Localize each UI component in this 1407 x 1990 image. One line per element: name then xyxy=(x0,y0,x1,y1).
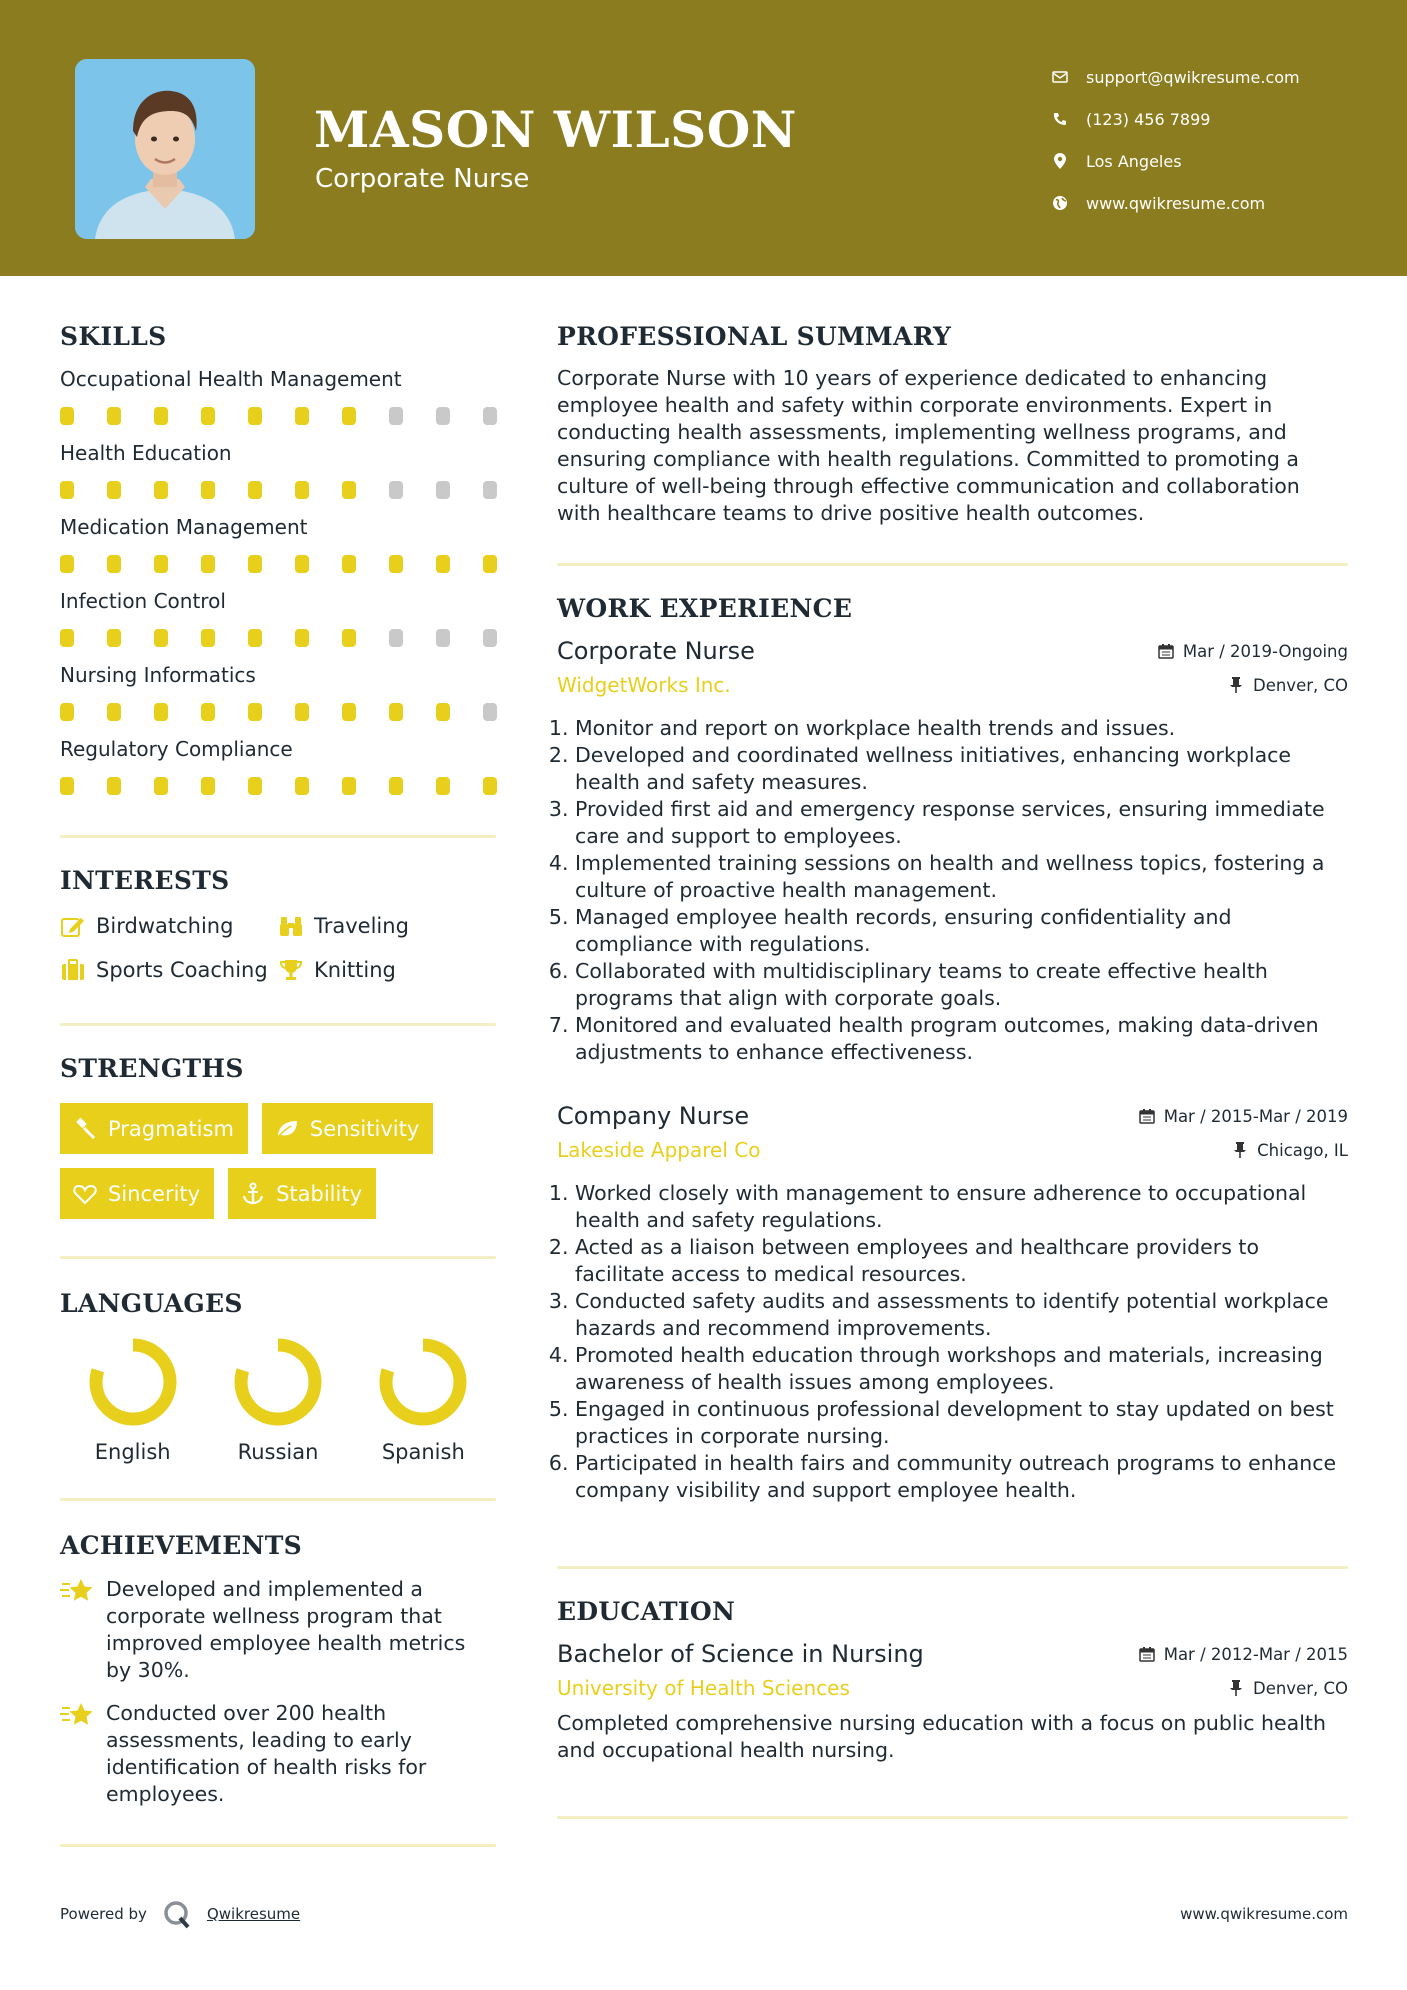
skill-dot xyxy=(436,777,450,795)
language-ring xyxy=(232,1336,324,1428)
language-ring-arc xyxy=(386,1345,460,1419)
job-duty: 3. Conducted safety audits and assessments to identify potential workplace hazards and recommend improvements. xyxy=(575,1288,1348,1342)
skill-dot xyxy=(248,703,262,721)
skill-name: Health Education xyxy=(60,441,232,465)
job-duty: 6. Collaborated with multidisciplinary teams to create effective health programs that align with corporate goals. xyxy=(575,958,1348,1012)
education-head xyxy=(557,1640,1348,1668)
skill-dot xyxy=(436,481,450,499)
job-duty: 2. Acted as a liaison between employees and healthcare providers to facilitate access to medical resources. xyxy=(575,1234,1348,1288)
skill-rating xyxy=(60,629,497,647)
strength-chip xyxy=(228,1168,376,1219)
gavel-icon xyxy=(72,1116,98,1142)
skill-dot xyxy=(154,555,168,573)
skill-dot xyxy=(483,555,497,573)
job-head xyxy=(557,637,1348,665)
skill-dot xyxy=(60,481,74,499)
job-subhead xyxy=(557,673,1348,697)
education-location xyxy=(1227,1679,1348,1698)
interest-item xyxy=(278,957,496,983)
strengths-list xyxy=(60,1103,496,1219)
skill-dot xyxy=(201,407,215,425)
skill-dot xyxy=(389,481,403,499)
calendar-icon xyxy=(1157,642,1175,660)
contact-phone xyxy=(1050,98,1300,140)
skill-dot xyxy=(201,777,215,795)
skill-rating xyxy=(60,407,497,425)
calendar-icon xyxy=(1138,1645,1156,1663)
contact-email-text[interactable]: support@qwikresume.com xyxy=(1086,67,1300,87)
education-degree: Bachelor of Science in Nursing xyxy=(557,1640,924,1668)
binoculars-icon xyxy=(278,913,304,939)
job-duty: 4. Promoted health education through workshops and materials, increasing awareness of health issues among employees. xyxy=(575,1342,1348,1396)
skill-dot xyxy=(107,481,121,499)
achievement-text: Conducted over 200 health assessments, leading to early identification of health risks for employees. xyxy=(106,1701,427,1806)
skill-dot xyxy=(248,481,262,499)
language-ring-arc xyxy=(241,1345,315,1419)
skill-dot xyxy=(483,481,497,499)
skill-dot xyxy=(154,777,168,795)
job-title: Corporate Nurse xyxy=(557,637,755,665)
skill-dot xyxy=(295,703,309,721)
candidate-name: MASON WILSON xyxy=(314,100,797,159)
skill-dot xyxy=(342,703,356,721)
skill-dot xyxy=(389,407,403,425)
globe-icon xyxy=(1050,193,1070,213)
strength-label: Sensitivity xyxy=(309,1116,420,1141)
skill-dot xyxy=(107,629,121,647)
skill-dot xyxy=(389,777,403,795)
job-head xyxy=(557,1102,1348,1130)
interest-item xyxy=(60,957,278,983)
job-location xyxy=(1227,676,1348,695)
summary-text: Corporate Nurse with 10 years of experience dedicated to enhancing employee health and safety within corporate environments. Expert in conducting health assessments, implementing wellness programs, and ensuring compliance with health regulations. Committed to promoting a culture of well-being through effective communication and collaboration with healthcare teams to drive positive health outcomes. xyxy=(557,366,1300,525)
job-date xyxy=(1138,1107,1348,1126)
star-badge-icon xyxy=(60,1700,94,1730)
skill-dot xyxy=(60,703,74,721)
education-location-text: Denver, CO xyxy=(1252,1678,1348,1698)
education-date-text: Mar / 2012-Mar / 2015 xyxy=(1163,1644,1348,1664)
interest-item xyxy=(278,913,496,939)
job-company: Lakeside Apparel Co xyxy=(557,1138,761,1162)
education-description: Completed comprehensive nursing education with a focus on public health and occupational health nursing. xyxy=(557,1711,1326,1762)
footer xyxy=(60,1898,1348,1930)
skill-dot xyxy=(295,777,309,795)
achievement-item xyxy=(60,1700,496,1808)
footer-site-link[interactable]: www.qwikresume.com xyxy=(1180,1905,1348,1923)
skill-rating xyxy=(60,555,497,573)
skill-dot xyxy=(342,481,356,499)
skill-rating xyxy=(60,481,497,499)
job-duty: 5. Engaged in continuous professional development to stay updated on best practices in corporate nursing. xyxy=(575,1396,1348,1450)
job-duties xyxy=(557,715,1348,1066)
candidate-role: Corporate Nurse xyxy=(315,164,530,194)
strength-label: Stability xyxy=(276,1181,363,1206)
skill-name: Occupational Health Management xyxy=(60,367,402,391)
skill-dot xyxy=(389,703,403,721)
skill-dot xyxy=(107,555,121,573)
job-location-text: Chicago, IL xyxy=(1257,1140,1348,1160)
achievements-list xyxy=(60,1576,496,1808)
skill-dot xyxy=(389,629,403,647)
calendar-icon xyxy=(1138,1107,1156,1125)
skill-dot xyxy=(295,407,309,425)
skill-name: Medication Management xyxy=(60,515,308,539)
summary-title: PROFESSIONAL SUMMARY xyxy=(557,322,952,351)
language-item xyxy=(60,1336,205,1464)
job-title: Company Nurse xyxy=(557,1102,750,1130)
strength-label: Sincerity xyxy=(108,1181,201,1206)
job-date-text: Mar / 2015-Mar / 2019 xyxy=(1163,1106,1348,1126)
anchor-icon xyxy=(240,1181,266,1207)
briefcase-icon xyxy=(60,957,86,983)
skill-dot xyxy=(154,481,168,499)
section-divider xyxy=(557,1816,1348,1819)
skill-dot xyxy=(201,703,215,721)
skill-dot xyxy=(483,777,497,795)
interest-label: Knitting xyxy=(314,958,396,982)
job-duty: 4. Implemented training sessions on health and wellness topics, fostering a culture of proactive health management. xyxy=(575,850,1348,904)
education-date xyxy=(1138,1645,1348,1664)
languages-list xyxy=(60,1336,496,1464)
skill-dot xyxy=(436,703,450,721)
achievements-title: ACHIEVEMENTS xyxy=(60,1531,302,1560)
skill-dot xyxy=(107,703,121,721)
right-column xyxy=(557,322,1348,1819)
section-divider xyxy=(557,1566,1348,1569)
interest-label: Sports Coaching xyxy=(96,958,268,982)
job-duty: 2. Developed and coordinated wellness initiatives, enhancing workplace health and safety measures. xyxy=(575,742,1348,796)
language-ring-arc xyxy=(96,1345,170,1419)
strengths-title: STRENGTHS xyxy=(60,1054,244,1083)
skill-dot xyxy=(248,407,262,425)
education-title: EDUCATION xyxy=(557,1597,736,1626)
job-date-text: Mar / 2019-Ongoing xyxy=(1182,641,1348,661)
section-divider xyxy=(557,563,1348,566)
job-location-text: Denver, CO xyxy=(1252,675,1348,695)
skill-dot xyxy=(60,555,74,573)
qwikresume-logo-icon xyxy=(161,1898,193,1930)
experience-title: WORK EXPERIENCE xyxy=(557,594,853,623)
language-name: Spanish xyxy=(381,1440,465,1464)
job-duty: 5. Managed employee health records, ensuring confidentiality and compliance with regulations. xyxy=(575,904,1348,958)
skill-dot xyxy=(436,407,450,425)
skill-dot xyxy=(60,407,74,425)
strength-chip xyxy=(262,1103,433,1154)
brand-link[interactable]: Qwikresume xyxy=(206,1905,301,1923)
interest-label: Birdwatching xyxy=(96,914,234,938)
contact-email xyxy=(1050,56,1300,98)
section-divider xyxy=(60,1256,496,1259)
language-name: English xyxy=(94,1440,171,1464)
skill-dot xyxy=(295,555,309,573)
language-ring xyxy=(87,1336,179,1428)
skill-dot xyxy=(342,555,356,573)
languages-title: LANGUAGES xyxy=(60,1289,243,1318)
jobs-list xyxy=(557,637,1348,1504)
location-pin-icon xyxy=(1050,151,1070,171)
skill-dot xyxy=(107,407,121,425)
star-badge-icon xyxy=(60,1576,94,1606)
job-company: WidgetWorks Inc. xyxy=(557,673,731,697)
skill-rating xyxy=(60,777,497,795)
section-divider xyxy=(60,1498,496,1501)
skill-dot xyxy=(342,777,356,795)
contact-list xyxy=(1050,56,1300,224)
strength-label: Pragmatism xyxy=(108,1116,234,1141)
language-name: Russian xyxy=(237,1440,319,1464)
language-item xyxy=(205,1336,350,1464)
skill-name: Nursing Informatics xyxy=(60,663,256,687)
skill-dot xyxy=(248,629,262,647)
skill-dot xyxy=(295,629,309,647)
job-duty: 1. Worked closely with management to ensure adherence to occupational health and safety regulations. xyxy=(575,1180,1348,1234)
skill-dot xyxy=(107,777,121,795)
contact-phone-text: (123) 456 7899 xyxy=(1086,109,1211,129)
education-subhead xyxy=(557,1676,1348,1700)
interests-list xyxy=(60,913,496,983)
skill-name: Infection Control xyxy=(60,589,226,613)
achievement-text: Developed and implemented a corporate wellness program that improved employee health metrics by 30%. xyxy=(106,1577,466,1682)
leaf-icon xyxy=(274,1116,300,1142)
powered-by xyxy=(60,1898,300,1930)
contact-location xyxy=(1050,140,1300,182)
contact-website-text[interactable]: www.qwikresume.com xyxy=(1086,193,1266,213)
skill-dot xyxy=(483,629,497,647)
job-subhead xyxy=(557,1138,1348,1162)
skills-title: SKILLS xyxy=(60,322,167,351)
skill-dot xyxy=(60,629,74,647)
interest-label: Traveling xyxy=(314,914,409,938)
strength-chip xyxy=(60,1168,214,1219)
skill-rating xyxy=(60,703,497,721)
phone-icon xyxy=(1050,109,1070,129)
heart-icon xyxy=(72,1181,98,1207)
skill-dot xyxy=(248,777,262,795)
skill-dot xyxy=(60,777,74,795)
pushpin-icon xyxy=(1227,676,1245,694)
job-duties xyxy=(557,1180,1348,1504)
skill-dot xyxy=(201,629,215,647)
skill-dot xyxy=(201,555,215,573)
language-item xyxy=(351,1336,496,1464)
envelope-icon xyxy=(1050,67,1070,87)
contact-website xyxy=(1050,182,1300,224)
skill-dot xyxy=(154,407,168,425)
skill-dot xyxy=(342,629,356,647)
skill-dot xyxy=(248,555,262,573)
job-duty: 3. Provided first aid and emergency response services, ensuring immediate care and support to employees. xyxy=(575,796,1348,850)
section-divider xyxy=(60,835,496,838)
pencil-icon xyxy=(60,913,86,939)
left-column xyxy=(60,322,496,1847)
interest-item xyxy=(60,913,278,939)
job-date xyxy=(1157,642,1348,661)
skill-dot xyxy=(154,703,168,721)
skill-name: Regulatory Compliance xyxy=(60,737,293,761)
pushpin-icon xyxy=(1227,1679,1245,1697)
profile-photo xyxy=(75,59,255,239)
job-duty: 7. Monitored and evaluated health program outcomes, making data-driven adjustments to enhance effectiveness. xyxy=(575,1012,1348,1066)
job-entry xyxy=(557,637,1348,1066)
skills-list xyxy=(60,365,496,795)
trophy-icon xyxy=(278,957,304,983)
skill-dot xyxy=(295,481,309,499)
job-location xyxy=(1231,1141,1348,1160)
achievement-item xyxy=(60,1576,496,1684)
skill-dot xyxy=(154,629,168,647)
skill-dot xyxy=(201,481,215,499)
strength-chip xyxy=(60,1103,248,1154)
interests-title: INTERESTS xyxy=(60,866,230,895)
skill-dot xyxy=(483,703,497,721)
pushpin-icon xyxy=(1231,1141,1249,1159)
skill-dot xyxy=(436,555,450,573)
language-ring xyxy=(377,1336,469,1428)
job-duty: 6. Participated in health fairs and community outreach programs to enhance company visibility and support employee health. xyxy=(575,1450,1348,1504)
education-school: University of Health Sciences xyxy=(557,1676,850,1700)
skill-dot xyxy=(389,555,403,573)
job-duty: 1. Monitor and report on workplace health trends and issues. xyxy=(575,715,1348,742)
skill-dot xyxy=(342,407,356,425)
skill-dot xyxy=(436,629,450,647)
section-divider xyxy=(60,1844,496,1847)
powered-by-label: Powered by xyxy=(60,1905,147,1923)
section-divider xyxy=(60,1023,496,1026)
contact-location-text: Los Angeles xyxy=(1086,151,1182,171)
skill-dot xyxy=(483,407,497,425)
resume-header xyxy=(0,0,1407,276)
job-entry xyxy=(557,1102,1348,1504)
